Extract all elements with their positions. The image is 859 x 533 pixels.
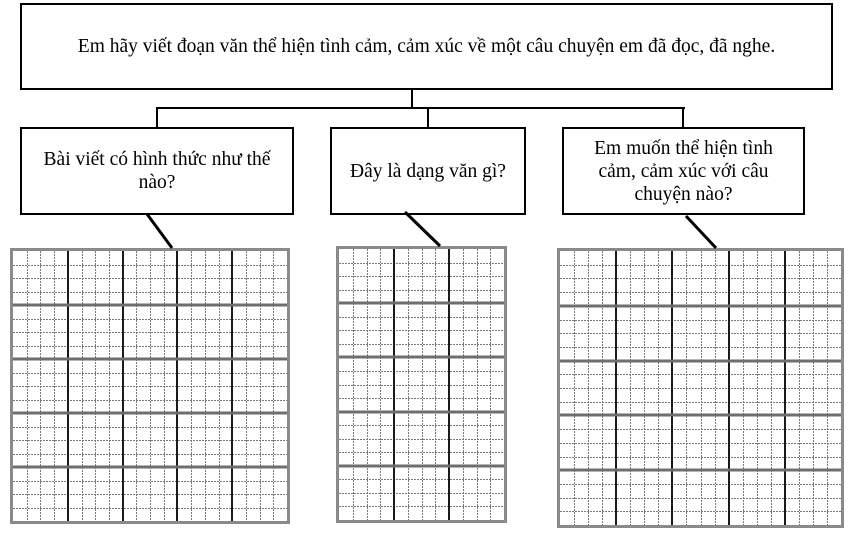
root-prompt-text: Em hãy viết đoạn văn thể hiện tình cảm, cảm xúc về một câu chuyện em đã đọc, đã nghe.: [77, 36, 776, 57]
question-text-genre: Đây là dạng văn gì?: [350, 160, 506, 182]
pointer-line-form: [147, 214, 172, 248]
pointer-line-genre: [405, 212, 440, 246]
question-text-form: Bài viết có hình thức như thế nào?: [43, 149, 271, 193]
question-text-story: Em muốn thể hiện tình cảm, cảm xúc với câu chuyện nào?: [594, 137, 773, 205]
pointer-line-story: [686, 216, 716, 248]
